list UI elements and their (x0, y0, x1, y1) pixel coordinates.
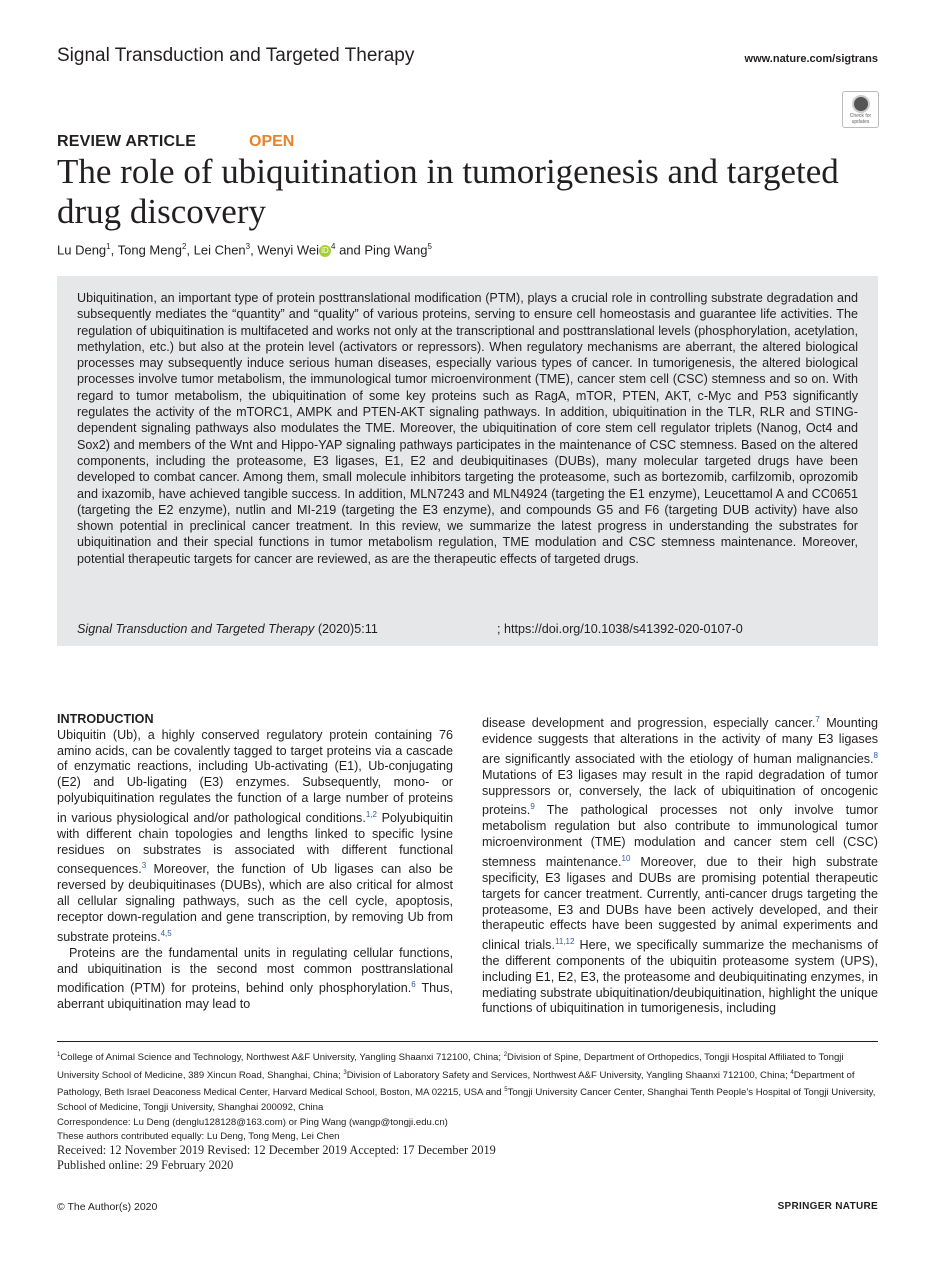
body-column-right (482, 712, 878, 1017)
reference-link[interactable]: 3 (141, 861, 147, 871)
affiliation-number: 5 (504, 1087, 508, 1094)
citation-journal: Signal Transduction and Targeted Therapy (77, 622, 315, 636)
reference-link[interactable]: 8 (873, 750, 878, 760)
paragraph: Ubiquitin (Ub), a highly conserved regulatory protein containing 76 amino acids, can be covalently tagged to target proteins via a cascade of enzymatic reactions, including Ub-activating (E1), Ub-conjugating (E2) and Ub-ligating (E3) enzymes. Subsequently, mono- or polyubiquitination regulates the function of a large number of proteins in various physiological and/or pathological conditions.$^{1,2}$ Polyubiquitin with different chain topologies and lengths linked to specific lysine residues on substrates is associated with different functional consequences.$^3$ Moreover, the function of Ub ligases can also be reversed by deubiquitinases (DUBs), which are also critical for almost all cellular signaling pathways, such as the cell cycle, apoptosis, receptor down-regulation and gene transcription, by removing Ub from substrate proteins.$^{4,5}$ (57, 727, 453, 944)
affiliation-number: 2 (503, 1052, 508, 1058)
abstract-text: Ubiquitination, an important type of protein posttranslational modification (PTM), plays a crucial role in controlling substrate degradation and subsequently mediates the “quantity” and “quality” of various proteins, serving to ensure cell homeostasis and guarantee life activities. The regulation of ubiquitination is multifaceted and works not only at the transcriptional and posttranslational levels (phosphorylation, acetylation, methylation, etc.) but also at the protein level (activators or repressors). When regulatory mechanisms are aberrant, the altered biological processes may subsequently induce serious human diseases, especially various types of cancer. In tumorigenesis, the altered biological processes involve tumor metabolism, the immunological tumor microenvironment (TME), cancer stem cell (CSC) stemness and so on. With regard to tumor metabolism, the ubiquitination of some key proteins such as RagA, mTOR, PTEN, AKT, c-Myc and P53 significantly regulates the activity of the mTORC1, AMPK and PTEN-AKT signaling pathways. In addition, ubiquitination in the TLR, RLR and STING-dependent signaling pathways also modulates the TME. Moreover, the ubiquitination of core stem cell regulator triplets (Nanog, Oct4 and Sox2) and members of the Wnt and Hippo-YAP signaling pathways participates in the maintenance of CSC stemness. Based on the altered components, including the proteasome, E3 ligases, E1, E2 and deubiquitinases (DUBs), many molecular targeted drugs have been developed to combat cancer. Among them, small molecule inhibitors targeting the proteasome, such as bortezomib, carfilzomib, oprozomib and ixazomib, have achieved tangible success. In addition, MLN7243 and MLN4924 (targeting the E1 enzyme), Leucettamol A and CC0651 (targeting the E2 enzyme), nutlin and MI-219 (targeting the E3 enzyme), and compounds G5 and F6 (targeting DUB activity) have also shown potential in preclinical cancer treatment. In this review, we summarize the latest progress in understanding the substrates for ubiquitination and their special functions in tumor metabolism regulation, TME modulation and CSC stemness maintenance. Moreover, potential therapeutic targets for cancer are reviewed, as are the therapeutic effects of targeted drugs. (77, 291, 858, 566)
reference-link[interactable]: 4,5 (160, 928, 172, 938)
journal-name: Signal Transduction and Targeted Therapy (57, 45, 415, 66)
reference-link[interactable]: 1,2 (365, 809, 377, 819)
author-name[interactable]: Tong Meng (117, 242, 182, 258)
affiliation-marker: 2 (181, 242, 187, 251)
article-type: REVIEW ARTICLE (57, 133, 197, 150)
orcid-icon[interactable]: iD (319, 245, 331, 257)
affiliation-marker: 3 (245, 242, 251, 251)
paragraph: disease development and progression, especially cancer.$^7$ Mounting evidence suggests that alterations in the activity of many E3 ligases are significantly associated with the etiology of human malignancies.$^8$ Mutations of E3 ligases may result in the rapid degradation of tumor suppressors or, conversely, the lack of ubiquitination of oncogenic proteins.$^9$ The pathological processes not only involve tumor metabolism regulation but also contribute to immunological tumor microenvironment (TME) modulation and cancer stem cell (CSC) stemness maintenance.$^{10}$ Moreover, due to their high substrate specificity, E3 ligases and DUBs are promising potential therapeutic targets for cancer treatment. Currently, anti-cancer drugs targeting the proteasome, E3 and DUBs have been actively developed, and their therapeutic effects have been suggested by animal experiments and clinical trials.$^{11,12}$ Here, we specifically summarize the mechanisms of the different components of the ubiquitin proteasome system (UPS), including E1, E2, E3, the proteasome and deubiquitinating enzymes, in mediating substrate ubiquitination/deubiquitination, highlight the unique functions of ubiquitination in tumorigenesis, including (482, 715, 878, 1016)
reference-link[interactable]: 10 (621, 853, 631, 863)
received-dates: Received: 12 November 2019 Revised: 12 December 2019 Accepted: 17 December 2019 (57, 1143, 496, 1157)
affiliation-number: 4 (790, 1069, 794, 1076)
article-dates (57, 1143, 496, 1173)
abstract-box (57, 276, 878, 646)
check-updates-icon (852, 95, 870, 113)
article-title: The role of ubiquitination in tumorigenesis and targeted drug discovery (57, 152, 839, 231)
correspondence: Correspondence: Lu Deng (denglu128128@163.com) or Ping Wang (wangp@tongji.edu.cn) (57, 1116, 448, 1128)
footnote-divider (57, 1041, 878, 1042)
paragraph: Proteins are the fundamental units in regulating cellular functions, and ubiquitination is the second most common posttranslational modification (PTM) for proteins, behind only phosphorylation.$^6$ Thus, aberrant ubiquitination may lead to (57, 945, 453, 1012)
affiliation-number: 1 (57, 1052, 61, 1058)
affiliation-marker: 4 (331, 242, 336, 251)
reference-link[interactable]: 7 (815, 715, 820, 724)
reference-link[interactable]: 6 (411, 980, 416, 990)
citation (77, 622, 378, 636)
published-date: Published online: 29 February 2020 (57, 1158, 234, 1172)
citation-volume: (2020)5:11 (314, 622, 378, 636)
affiliations: $^1$College of Animal Science and Technology, Northwest A&F University, Yangling Shaanxi 712100, China; $^2$Division of Spine, Department of Orthopedics, Tongji Hospital Affiliated to Tongji University School of Medicine, 389 Xincun Road, Shanghai, China; $^3$Division of Laboratory Safety and Services, Northwest A&F University, Yangling Shaanxi 712100, China; $^4$Department of Pathology, Beth Israel Deaconess Medical Center, Harvard Medical School, Boston, MA 02215, USA and $^5$Tongji University Cancer Center, Shanghai Tenth People’s Hospital of Tongji University, School of Medicine, Tongji University, Shanghai 200092, China (57, 1052, 876, 1114)
footnotes (57, 1048, 878, 1145)
reference-link[interactable]: 9 (530, 802, 535, 812)
equal-contribution: These authors contributed equally: Lu Deng, Tong Meng, Lei Chen (57, 1131, 340, 1143)
author-name[interactable]: Ping Wang (364, 242, 428, 258)
body-column-left (57, 712, 453, 1013)
journal-site-link[interactable]: www.nature.com/sigtrans (744, 53, 878, 65)
section-heading: INTRODUCTION (57, 712, 154, 726)
check-updates-label: Check for updates (849, 113, 872, 125)
reference-link[interactable]: 11,12 (554, 937, 575, 947)
author-list: Lu Deng$^1$, Tong Meng$^2$, Lei Chen$^3$, Wenyi Wei iD $^4$ and Ping Wang$^5$ (57, 242, 432, 258)
copyright: © The Author(s) 2020 (57, 1201, 158, 1213)
author-name[interactable]: Lu Deng (57, 242, 107, 258)
affiliation-marker: 5 (427, 242, 432, 251)
author-name[interactable]: Wenyi Wei (257, 242, 320, 258)
doi-link[interactable]: ; https://doi.org/10.1038/s41392-020-0107-0 (497, 622, 743, 636)
affiliation-number: 3 (343, 1069, 347, 1076)
open-access-label: OPEN (249, 133, 295, 150)
publisher-logo: SPRINGER NATURE (777, 1201, 878, 1212)
author-name[interactable]: Lei Chen (193, 242, 246, 258)
affiliation-marker: 1 (106, 242, 111, 251)
check-for-updates-badge[interactable] (842, 91, 879, 128)
